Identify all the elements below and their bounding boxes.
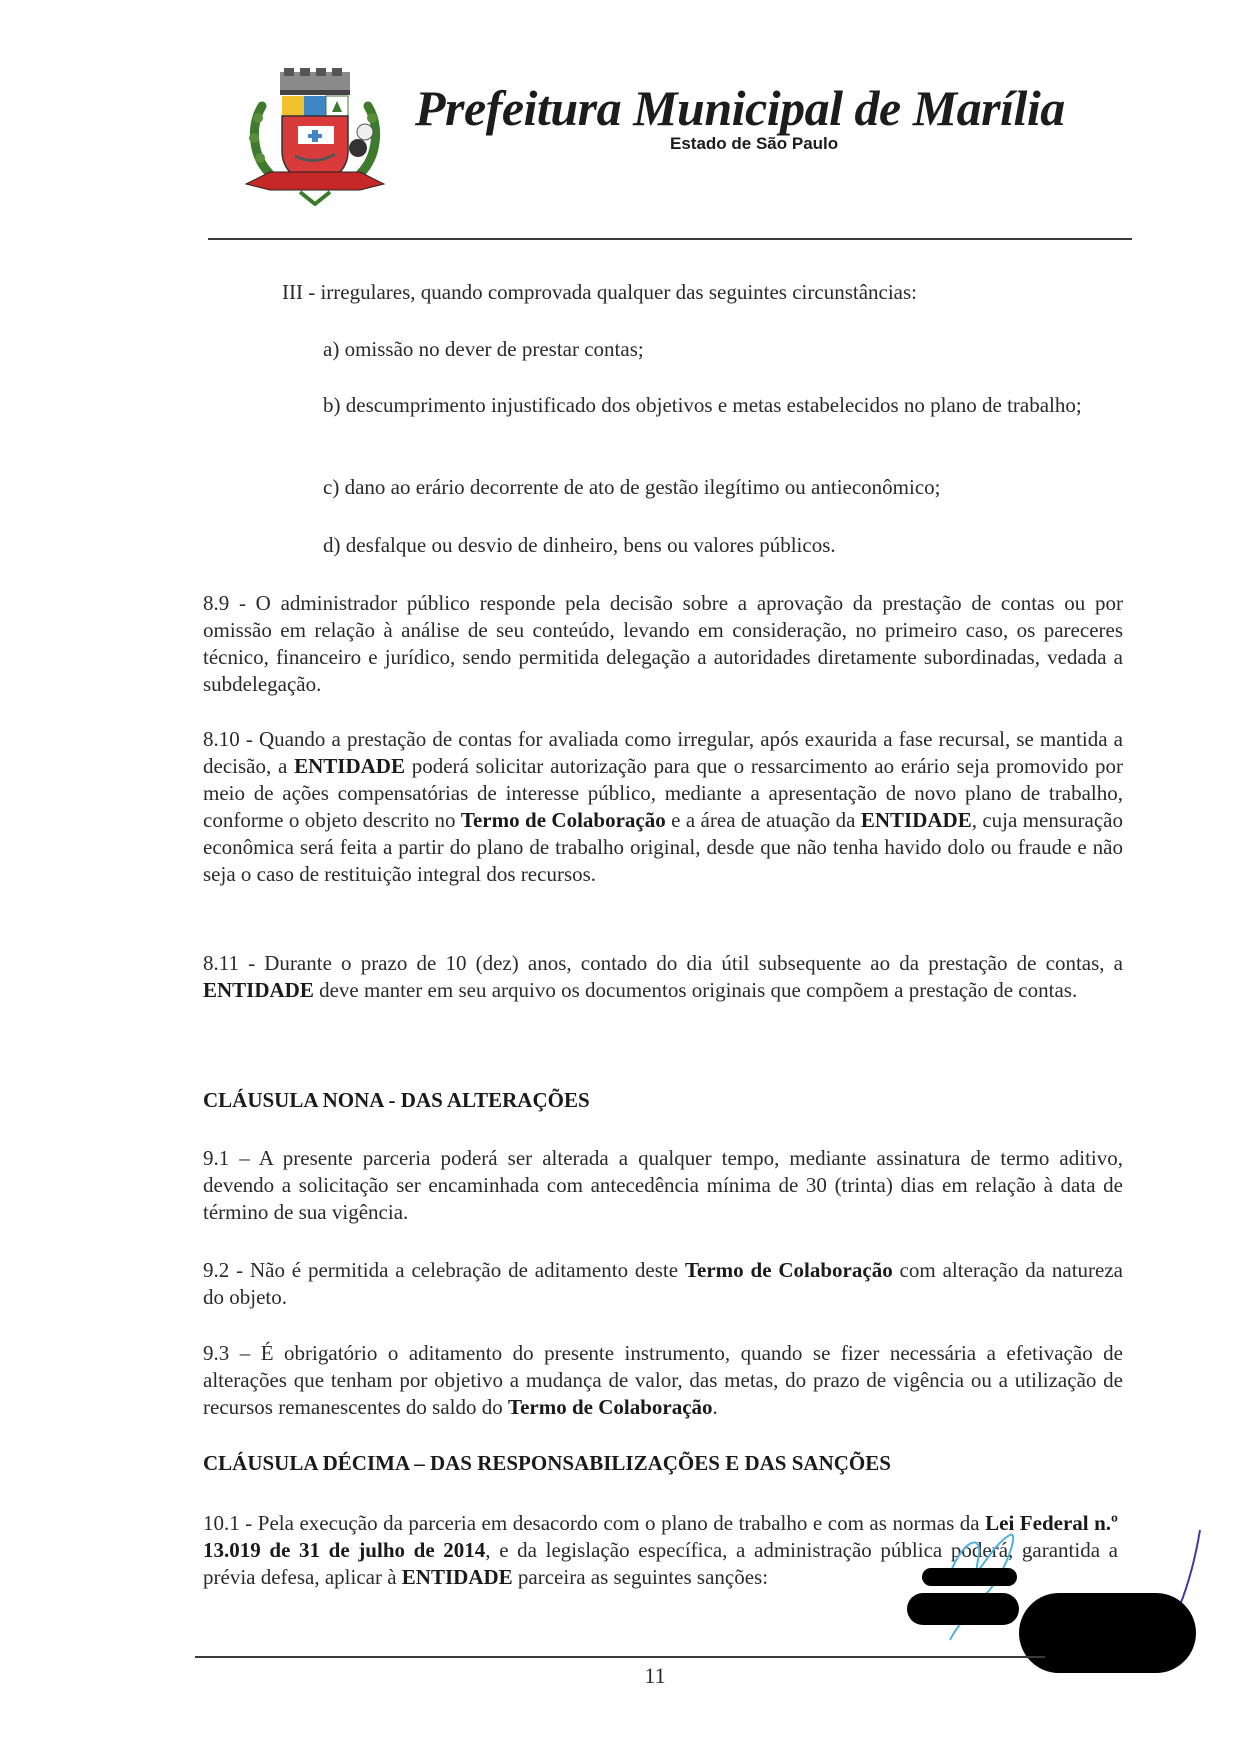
page-number: 11 bbox=[644, 1663, 666, 1688]
paragraph-8-11 bbox=[203, 950, 1123, 1004]
entity-name: ENTIDADE bbox=[860, 808, 972, 832]
paragraph-8-9: 8.9 - O administrador público responde pela decisão sobre a aprovação da prestação de contas ou por omissão em relação à análise de seu conteúdo, levando em consideração, no primeiro caso, os pareceres técnico, financeiro e jurídico, sendo permitida delegação a autoridades diretamente subordinadas, vedada a subdelegação. bbox=[203, 591, 1123, 696]
item-d: d) desfalque ou desvio de dinheiro, bens ou valores públicos. bbox=[323, 533, 836, 557]
term-name: Termo de Colaboração bbox=[507, 1395, 713, 1419]
text-run: , e da legislação específica, a administração pública poderá, garantida a prévia defesa, aplicar à bbox=[203, 1538, 1118, 1589]
text-run: . bbox=[712, 1395, 718, 1419]
coat-of-arms-icon bbox=[240, 66, 390, 206]
item-iii: III - irregulares, quando comprovada qualquer das seguintes circunstâncias: bbox=[282, 280, 918, 304]
clause-heading-decima: CLÁUSULA DÉCIMA – DAS RESPONSABILIZAÇÕES E DAS SANÇÕES bbox=[203, 1451, 891, 1475]
item-b: b) descumprimento injustificado dos objetivos e metas estabelecidos no plano de trabalho; bbox=[323, 393, 1082, 417]
text-run: poderá solicitar autorização para que o ressarcimento ao erário seja promovido por meio de ações compensatórias de interesse público, mediante a apresentação de novo plano de trabalho, conforme o objeto descrito no bbox=[203, 754, 1123, 832]
text-run: parceira as seguintes sanções: bbox=[512, 1565, 769, 1589]
redaction-mark bbox=[1019, 1593, 1196, 1673]
item-c: c) dano ao erário decorrente de ato de gestão ilegítimo ou antieconômico; bbox=[323, 475, 941, 499]
entity-name: ENTIDADE bbox=[203, 978, 314, 1002]
text-run: 9.3 – É obrigatório o aditamento do presente instrumento, quando se fizer necessária a efetivação de alterações que tenham por objetivo a mudança de valor, das metas, do prazo de vigência ou a utilização de recursos remanescentes do saldo do bbox=[203, 1341, 1123, 1419]
law-reference: Lei Federal n.º 13.019 de 31 de julho de 2014 bbox=[203, 1511, 1118, 1562]
term-name: Termo de Colaboração bbox=[684, 1258, 893, 1282]
term-name: Termo de Colaboração bbox=[460, 808, 666, 832]
text-run: 8.10 - Quando a prestação de contas for avaliada como irregular, após exaurida a fase recursal, se mantida a decisão, a bbox=[203, 727, 1123, 778]
clause-heading-nona: CLÁUSULA NONA - DAS ALTERAÇÕES bbox=[203, 1088, 590, 1112]
text-run: 9.2 - Não é permitida a celebração de aditamento deste bbox=[203, 1258, 685, 1282]
paragraph-9-2 bbox=[203, 1257, 1123, 1311]
text-run: com alteração da natureza do objeto. bbox=[203, 1258, 1123, 1309]
text-run: 10.1 - Pela execução da parceria em desacordo com o plano de trabalho e com as normas da bbox=[203, 1511, 986, 1535]
header-divider bbox=[208, 238, 1132, 240]
text-run: e a área de atuação da bbox=[665, 808, 861, 832]
text-run: , cuja mensuração econômica será feita a partir do plano de trabalho original, desde que não tenha havido dolo ou fraude e não seja o caso de restituição integral dos recursos. bbox=[203, 808, 1123, 886]
text-run: deve manter em seu arquivo os documentos originais que compõem a prestação de contas. bbox=[313, 978, 1078, 1002]
paragraph-9-1: 9.1 – A presente parceria poderá ser alterada a qualquer tempo, mediante assinatura de termo aditivo, devendo a solicitação ser encaminhada com antecedência mínima de 30 (trinta) dias em relação à data de término de sua vigência. bbox=[203, 1146, 1123, 1224]
item-a: a) omissão no dever de prestar contas; bbox=[323, 337, 644, 361]
text-run: 8.11 - Durante o prazo de 10 (dez) anos, contado do dia útil subsequente ao da prestação de contas, a bbox=[203, 951, 1123, 975]
footer-divider bbox=[195, 1656, 1045, 1658]
institution-title: Prefeitura Municipal de Marília bbox=[415, 80, 1065, 136]
redaction-mark bbox=[907, 1593, 1019, 1625]
entity-name: ENTIDADE bbox=[294, 754, 405, 778]
institution-subtitle: Estado de São Paulo bbox=[670, 134, 839, 153]
redaction-mark bbox=[922, 1568, 1017, 1586]
entity-name: ENTIDADE bbox=[401, 1565, 513, 1589]
paragraph-9-3 bbox=[203, 1340, 1123, 1421]
paragraph-8-10 bbox=[203, 726, 1123, 888]
